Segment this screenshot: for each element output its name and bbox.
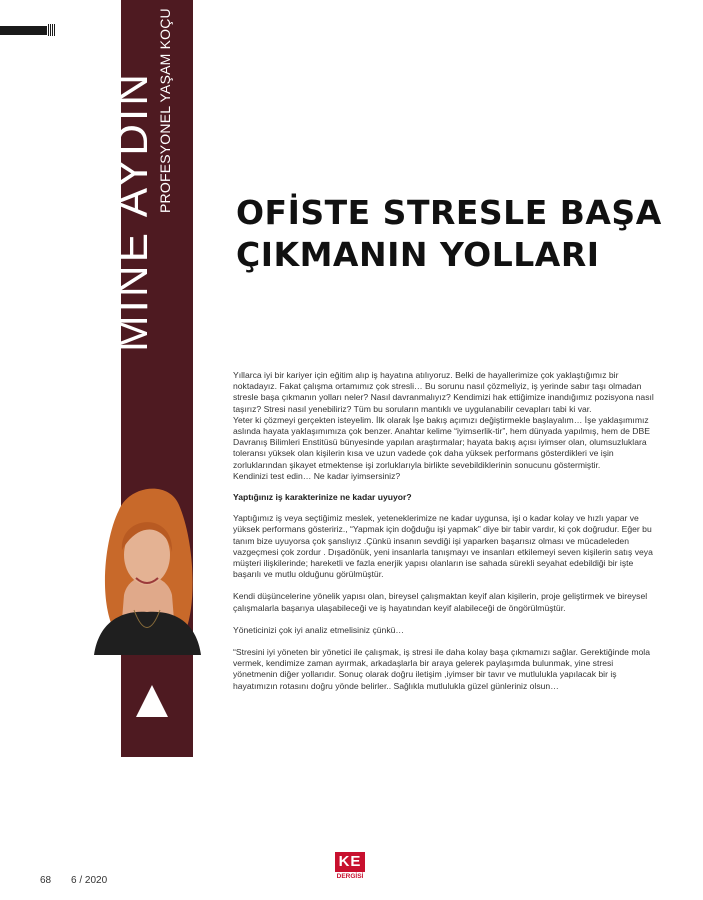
author-name: MİNE AYDIN (108, 70, 157, 352)
issue-date: 6 / 2020 (71, 875, 108, 886)
paragraph: Kendi düşüncelerine yönelik yapısı olan, bireysel çalışmaktan keyif alan kişilerin, proje geliştirmek ve bireysel çalışmalarla başarıya ulaşabileceği ve iş hayatından keyif alabileceği de öngörülmüştür. (233, 591, 648, 613)
article-body (233, 370, 658, 692)
page-number: 68 (40, 875, 52, 886)
paragraph: Yaptığımız iş veya seçtiğimiz meslek, yeteneklerimize ne kadar uygunsa, işi o kadar kolay ve hızlı yapar ve yüksek performans gösteririz., “Yapmak için doğduğu işi yapmak” diye bir tabir vardır, ki çok doğrudur. Eğer bu tanım bize uyuyorsa çok şanslıyız .Çünkü insanın sevdiği işi yaparken başarısız olması ve mücadeleden vazgeçmesi çok zordur . Dışadönük, yeni insanlarla tanışmayı ve insanları etkilemeyi seven kişilerin satış veya müşteri ilişkilerinde; hareketli ve fazla enerjik yapısı olanların ise sahada sürekli seyahat edebildiği bir işte başarılı ve mutlu olduğunu görülmüştür. (233, 513, 653, 580)
top-rule (0, 26, 47, 35)
triangle-icon (134, 683, 170, 719)
paragraph: Kendinizi test edin… Ne kadar iyimsersiniz? (233, 470, 401, 481)
barcode-mark (48, 24, 56, 36)
paragraph: “Stresini iyi yöneten bir yönetici ile çalışmak, iş stresi ile daha kolay başa çıkmamızı sağlar. Gerektiğinde mola vermek, kendimize zaman ayırmak, arkadaşlarla bir araya gelerek paylaşımda bulunmak, yine stresi yönetmenin diğer yollarıdır. Sonuç olarak doğru iletişim ,iyimser bir tavır ve mutlulukla yapılacak bir iş hayatımızın rotasını doğru yönde belirler.. Sağlıkla mutlulukla güzel günleriniz olsun… (233, 647, 650, 691)
author-role: PROFESYONEL YAŞAM KOÇU (157, 8, 173, 213)
magazine-logo (330, 852, 370, 880)
paragraph: Yeter ki çözmeyi gerçekten isteyelim. İlk olarak İşe bakış açımızı değiştirmekle başlayalım… İşe yaklaşımımız aslında hayata yaklaşımımıza çok benzer. Anahtar kelime “iyimserlik-tir”, hem dünyada yapılmış, hem de DBE Davranış Bilimleri Enstitüsü bünyesinde yapılan araştırmalar; hayata bakış açısı iyimser olan, olumsuzluklara toleransı yüksek olan kişilerin kısa ve uzun vadede çok daha yüksek performans gösterdikleri ve işin zorluklarından şikayet etmektense işi zorluklarıyla birlikte sevebildiklerinin sonucunu göstermiştir. (233, 414, 650, 470)
article-subhead: Yaptığınız iş karakterinize ne kadar uyuyor? (233, 492, 412, 503)
logo-mark: KE (335, 852, 365, 872)
paragraph: Yöneticinizi çok iyi analiz etmelisiniz çünkü… (233, 624, 404, 635)
logo-subtitle: DERGİSİ (336, 873, 364, 880)
paragraph: Yıllarca iyi bir kariyer için eğitim alıp iş hayatına atılıyoruz. Belki de hayallerimize çok yaklaştığımız bir noktadayız. Fakat çalışma ortamımız çok stresli… Bu sorunu nasıl çözmeliyiz, iş yerinde sabır taşı olmadan stresle başa çıkmanın yolları neler? Nasıl davranmalıyız? Kendimizi hak ettiğimize inandığımız pozisyona nasıl taşırız? Stresi nasıl yenebiliriz? Tüm bu soruların mantıklı ve uygulanabilir cevapları tabi ki var. (233, 370, 654, 414)
headline-line-2: ÇIKMANIN YOLLARI (236, 235, 600, 274)
author-photo (94, 470, 201, 655)
headline-line-1: OFİSTE STRESLE BAŞA (236, 193, 662, 232)
headline (236, 192, 676, 276)
